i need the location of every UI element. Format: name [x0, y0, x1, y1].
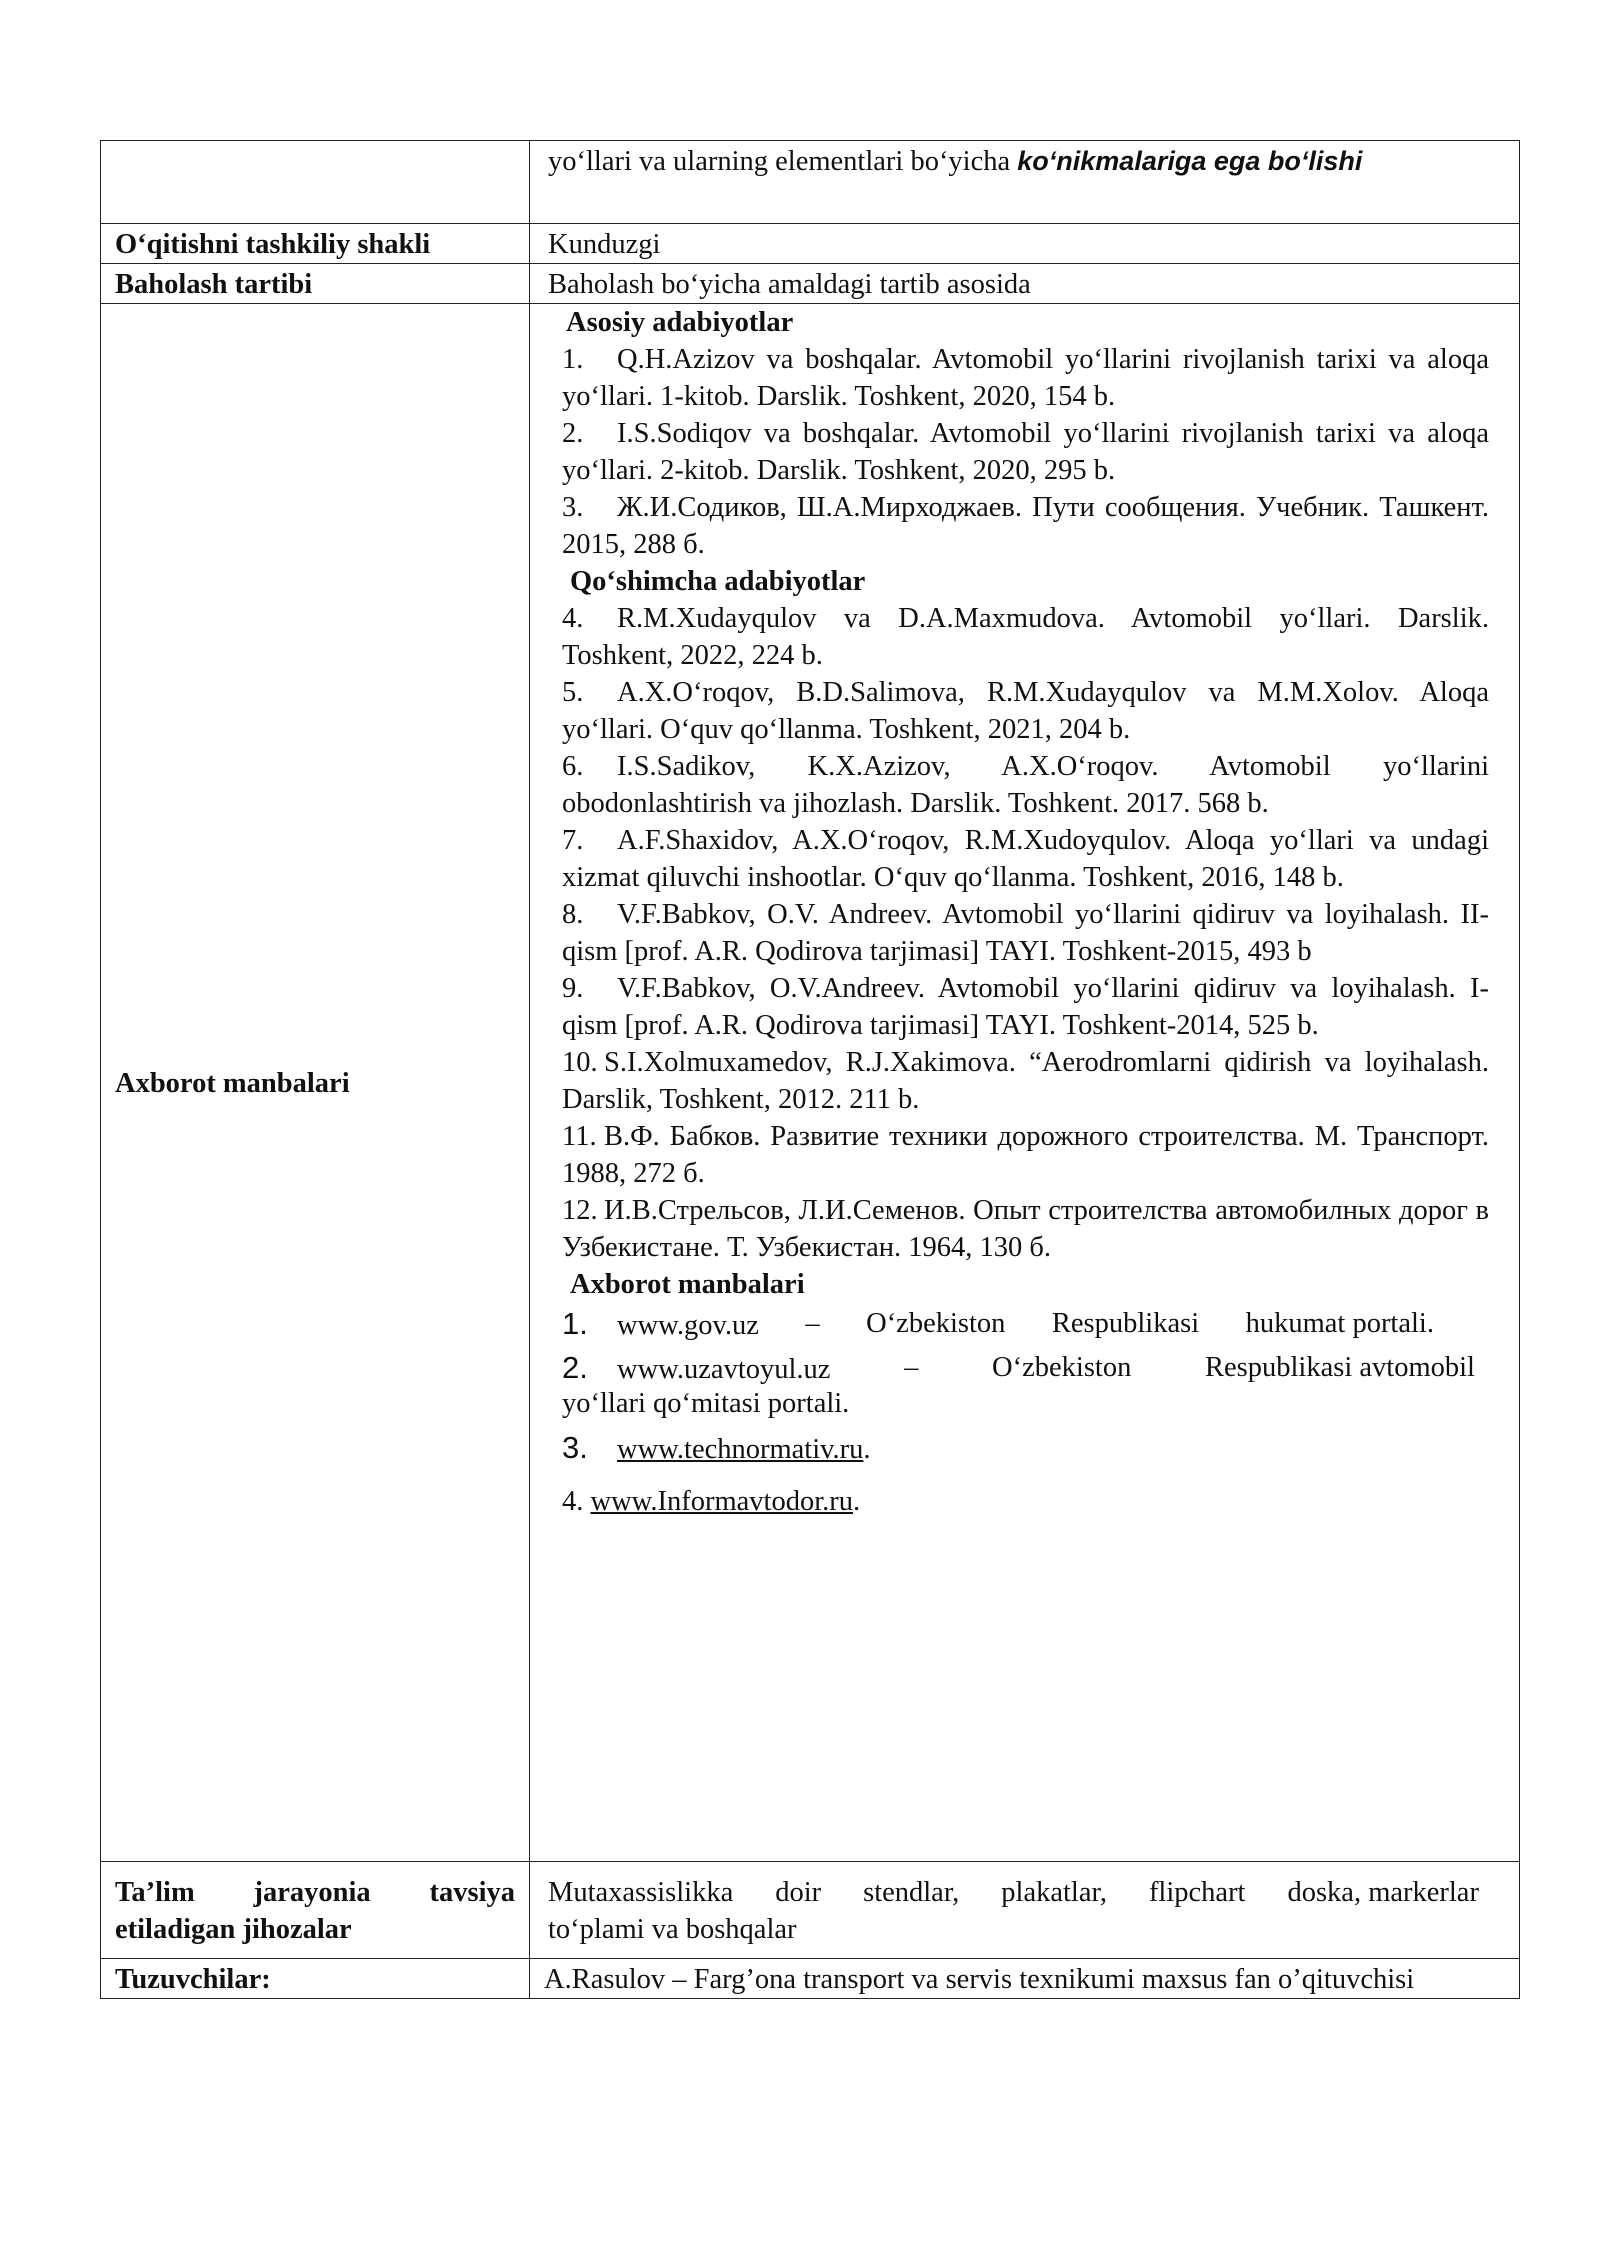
list-item: [562, 489, 1489, 563]
item-text: V.F.Babkov, O.V.Andreev. Avtomobil yo‘llarini qidiruv va loyihalash. I-qism [prof. A.R. Qodirova tarjimasi] TAYI. Toshkent-2014, 525 b.: [562, 973, 1489, 1041]
sources-content: [562, 304, 1489, 1861]
item-text: I.S.Sodiqov va boshqalar. Avtomobil yo‘llarini rivojlanish tarixi va aloqa yo‘llari. 2-kitob. Darslik. Toshkent, 2020, 295 b.: [562, 418, 1489, 486]
item-text: V.F.Babkov, O.V. Andreev. Avtomobil yo‘llarini qidiruv va loyihalash. II-qism [prof. A.R. Qodirova tarjimasi] TAYI. Toshkent-2015, 493 b: [562, 899, 1489, 967]
sources-label: Axborot manbalari: [101, 304, 530, 1862]
list-item: [562, 1303, 1489, 1347]
item-number: 1.: [562, 344, 584, 375]
equipment-word: doska, markerlar: [1287, 1877, 1479, 1908]
item-text: Respublikasi: [1051, 1308, 1200, 1339]
item-text: A.X.O‘roqov, B.D.Salimova, R.M.Xudayqulov va M.M.Xolov. Aloqa yo‘llari. O‘quv qo‘llanma. Toshkent, 2021, 204 b.: [562, 677, 1489, 745]
item-text: Q.H.Azizov va boshqalar. Avtomobil yo‘llarini rivojlanish tarixi va aloqa yo‘llari. 1-kitob. Darslik. Toshkent, 2020, 154 b.: [562, 344, 1489, 412]
item-number: 7.: [562, 825, 584, 856]
extra-literature-heading: Qo‘shimcha adabiyotlar: [570, 566, 866, 597]
web-link[interactable]: www.uzavtoyul.uz: [617, 1354, 831, 1385]
list-item: [562, 822, 1489, 896]
item-continuation: yo‘llari qo‘mitasi portali.: [562, 1388, 850, 1419]
item-number: 3.: [562, 492, 584, 523]
list-item: [562, 1044, 1489, 1118]
authors-label: Tuzuvchilar:: [101, 1959, 530, 1999]
list-item: [562, 970, 1489, 1044]
list-item: [562, 1481, 1489, 1523]
equipment-label: [101, 1862, 530, 1959]
form-value: Kunduzgi: [530, 224, 1520, 264]
web-link[interactable]: www.technormativ.ru: [617, 1434, 864, 1465]
equipment-line: [548, 1874, 1479, 1911]
equipment-label-text: [115, 1874, 515, 1948]
item-separator: –: [805, 1308, 820, 1339]
list-item: [562, 748, 1489, 822]
item-number: 4.: [562, 603, 584, 634]
item-punctuation: .: [853, 1486, 861, 1517]
item-number: 3.: [562, 1430, 588, 1465]
item-text: Ж.И.Содиков, Ш.А.Мирходжаев. Пути сообщения. Учебник. Ташкент. 2015, 288 б.: [562, 492, 1489, 560]
table-row: [101, 224, 1520, 264]
item-text: И.В.Стрельсов, Л.И.Семенов. Опыт строителства автомобилных дорог в Узбекистане. Т. Узбекистан. 1964, 130 б.: [562, 1195, 1489, 1263]
item-text: Respublikasi avtomobil: [1205, 1352, 1475, 1383]
table-row: [101, 141, 1520, 224]
document-page: [100, 140, 1520, 1999]
item-text: O‘zbekiston: [992, 1352, 1132, 1383]
item-number: 12.: [562, 1195, 598, 1226]
item-number: 11.: [562, 1121, 597, 1152]
item-text: hukumat portali.: [1245, 1308, 1434, 1339]
equipment-word: Mutaxassislikka: [548, 1877, 734, 1908]
main-literature-heading: Asosiy adabiyotlar: [566, 307, 794, 338]
item-text: R.M.Xudayqulov va D.A.Maxmudova. Avtomobil yo‘llari. Darslik. Toshkent, 2022, 224 b.: [562, 603, 1489, 671]
item-text: S.I.Xolmuxamedov, R.J.Xakimova. “Aerodromlarni qidirish va loyihalash. Darslik, Toshkent, 2012. 211 b.: [562, 1047, 1489, 1115]
table-row: [101, 304, 1520, 1862]
item-punctuation: .: [863, 1434, 871, 1465]
assessment-label: Baholash tartibi: [101, 264, 530, 304]
item-number: 1.: [562, 1306, 588, 1341]
list-item: [562, 1427, 1489, 1471]
list-item: [562, 1347, 1489, 1391]
item-text: В.Ф. Бабков. Развитие техники дорожного строителства. М. Транспорт. 1988, 272 б.: [562, 1121, 1489, 1189]
item-text: I.S.Sadikov, K.X.Azizov, A.X.O‘roqov. Avtomobil yo‘llarini obodonlashtirish va jihozlash. Darslik. Toshkent. 2017. 568 b.: [562, 751, 1489, 819]
form-label: O‘qitishni tashkiliy shakli: [101, 224, 530, 264]
equipment-line: to‘plami va boshqalar: [548, 1914, 797, 1945]
item-number: 9.: [562, 973, 584, 1004]
list-item: [562, 415, 1489, 489]
equipment-value: [530, 1862, 1520, 1959]
equipment-word: doir: [775, 1877, 822, 1908]
item-number: 6.: [562, 751, 584, 782]
item-number: 10.: [562, 1047, 598, 1078]
list-item: [562, 896, 1489, 970]
competency-emphasis: ko‘nikmalariga ega bo‘lishi: [1017, 146, 1363, 176]
item-number: 2.: [562, 1350, 588, 1385]
web-link[interactable]: www.gov.uz: [617, 1310, 759, 1341]
web-link[interactable]: www.Informavtodor.ru: [590, 1486, 854, 1517]
list-item: [562, 1118, 1489, 1192]
equipment-word: flipchart: [1148, 1877, 1246, 1908]
item-separator: –: [904, 1352, 919, 1383]
sources-cell: [530, 304, 1520, 1862]
list-item: [562, 674, 1489, 748]
assessment-value: Baholash bo‘yicha amaldagi tartib asosida: [530, 264, 1520, 304]
item-number: 5.: [562, 677, 584, 708]
table-row: [101, 264, 1520, 304]
item-text: A.F.Shaxidov, A.X.O‘roqov, R.M.Xudoyqulov. Aloqa yo‘llari va undagi xizmat qiluvchi inshootlar. O‘quv qo‘llanma. Toshkent, 2016, 148 b.: [562, 825, 1489, 893]
item-number: 8.: [562, 899, 584, 930]
equipment-label-value: Ta’lim jarayonia tavsiya etiladigan jihozalar: [115, 1877, 515, 1945]
equipment-word: stendlar,: [863, 1877, 960, 1908]
table-row: [101, 1959, 1520, 1999]
item-number: 2.: [562, 418, 584, 449]
equipment-word: plakatlar,: [1001, 1877, 1107, 1908]
item-number: 4.: [562, 1486, 584, 1517]
item-text: O‘zbekiston: [866, 1308, 1006, 1339]
competency-cell: [530, 141, 1520, 224]
web-sources-heading: Axborot manbalari: [570, 1269, 805, 1300]
competency-text: yo‘llari va ularning elementlari bo‘yicha: [548, 146, 1011, 177]
course-info-table: [100, 140, 1520, 1999]
list-item: [562, 341, 1489, 415]
authors-value: A.Rasulov – Farg’ona transport va servis texnikumi maxsus fan o’qituvchisi: [530, 1959, 1520, 1999]
list-item: [562, 600, 1489, 674]
list-item: [562, 1192, 1489, 1266]
empty-label-cell: [101, 141, 530, 224]
table-row: [101, 1862, 1520, 1959]
web-sources-list: [562, 1303, 1489, 1523]
